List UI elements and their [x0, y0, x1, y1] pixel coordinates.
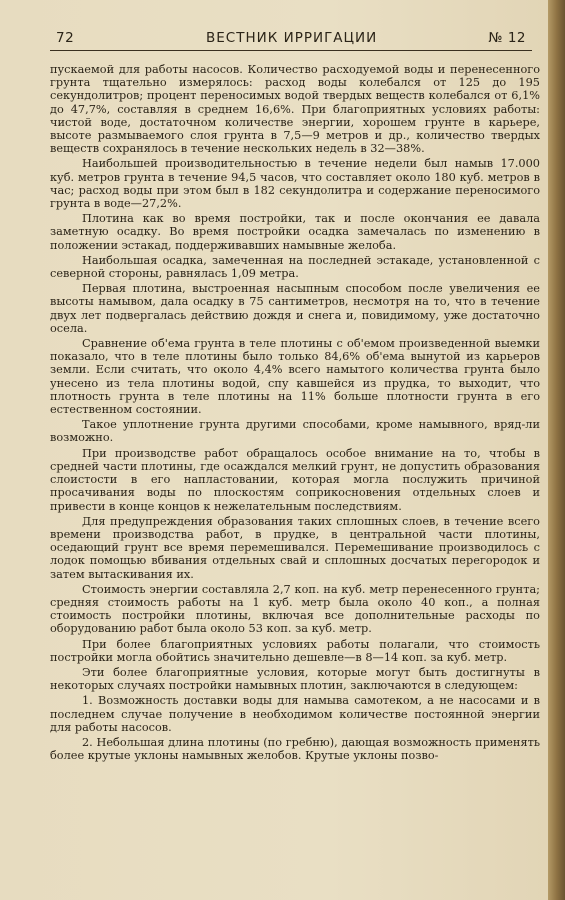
paragraph: Наибольшая осадка, замеченная на последней эстакаде, установленной с северной стороны, равнялась 1,09 метра. [50, 253, 540, 281]
paragraph: Эти более благоприятные условия, которые могут быть достигнуты в некоторых случаях постройки намывных плотин, заключаются в следующем: [50, 665, 540, 693]
page-number: 72 [56, 30, 75, 46]
paragraph: Наибольшей производительностью в течение недели был намыв 17.000 куб. метров грунта в течение 94,5 часов, что составляет около 180 куб. метров в час; расход воды при этом был в 182 секундолитра и содержание переносимого грунта в воде—27,2%. [50, 157, 540, 211]
paragraph: При более благоприятных условиях работы полагали, что стоимость постройки могла обойтись значительно дешевле—в 8—14 коп. за куб. метр. [50, 637, 540, 664]
paragraph: Такое уплотнение грунта другими способами, кроме намывного, вряд-ли возможно. [50, 418, 540, 445]
page-header [56, 30, 526, 52]
issue-number: № 12 [488, 30, 526, 46]
header-rule [50, 50, 532, 51]
journal-title: ВЕСТНИК ИРРИГАЦИИ [206, 30, 378, 46]
list-item: 1. Возможность доставки воды для намыва самотеком, а не насосами и в последнем случае получение в необходимом количестве постоянной энергии для работы насосов. [50, 694, 540, 734]
paragraph: Сравнение об'ема грунта в теле плотины с об'емом произведенной выемки показало, что в теле плотины было только 84,6% об'ема вынутой из карьеров земли. Если считать, что около 4,4% всего намытого количества грунта было унесено из тела плотины водой, спу кавшейся из прудка, то выходит, что плотность грунта в теле плотины на 11% больше плотности грунта в его естественном состоянии. [50, 337, 540, 417]
paragraph: Плотина как во время постройки, так и после окончания ее давала заметную осадку. Во время постройки осадка замечалась по изменению в положении эстакад, поддерживавших намывные желоба. [50, 212, 540, 252]
paragraph: При производстве работ обращалось особое внимание на то, чтобы в средней части плотины, где осаждался мелкий грунт, не допустить образования слоистости в его напластовании, которая могла послужить причиной просачивания воды по плоскостям соприкосновения отдельных слоев и привести в конце концов к нежелательным последствиям. [50, 446, 540, 513]
paragraph: Стоимость энергии составляла 2,7 коп. на куб. метр перенесенного грунта; средняя стоимость работы на 1 куб. метр была около 40 коп., а полная стоимость постройки плотины, включая все дополнительные расходы по оборудованию работ была около 53 коп. за куб. метр. [50, 582, 540, 636]
article-body [50, 63, 540, 764]
list-item: 2. Небольшая длина плотины (по гребню), дающая возможность применять более крутые уклоны намывных желобов. Крутые уклоны позво- [50, 735, 540, 763]
binding-edge [548, 0, 565, 900]
paragraph: Первая плотина, выстроенная насыпным способом после увеличения ее высоты намывом, дала осадку в 75 сантиметров, несмотря на то, что в течение двух лет подвергалась действию дождя и снега и, повидимому, уже достаточно осела. [50, 282, 540, 335]
paragraph: пускаемой для работы насосов. Количество расходуемой воды и перенесенного грунта тщательно измерялось: расход воды колебался от 125 до 195 секундолитров; процент переносимых водой твердых веществ колебался от 6,1% до 47,7%, составляя в среднем 16,6%. При благоприятных условиях работы: чистой воде, достаточном количестве энергии, хорошем грунте в карьере, высоте размываемого слоя грунта в 7,5—9 метров и др., количество твердых веществ сохранялось в течение нескольких недель в 32—38%. [50, 63, 540, 156]
paragraph: Для предупреждения образования таких сплошных слоев, в течение всего времени производства работ, в прудке, в центральной части плотины, оседающий грунт все время перемешивался. Перемешивание производилось с лодок помощью вбивания отдельных свай и сплошных досчатых перегородок и затем вытаскивания их. [50, 514, 540, 581]
